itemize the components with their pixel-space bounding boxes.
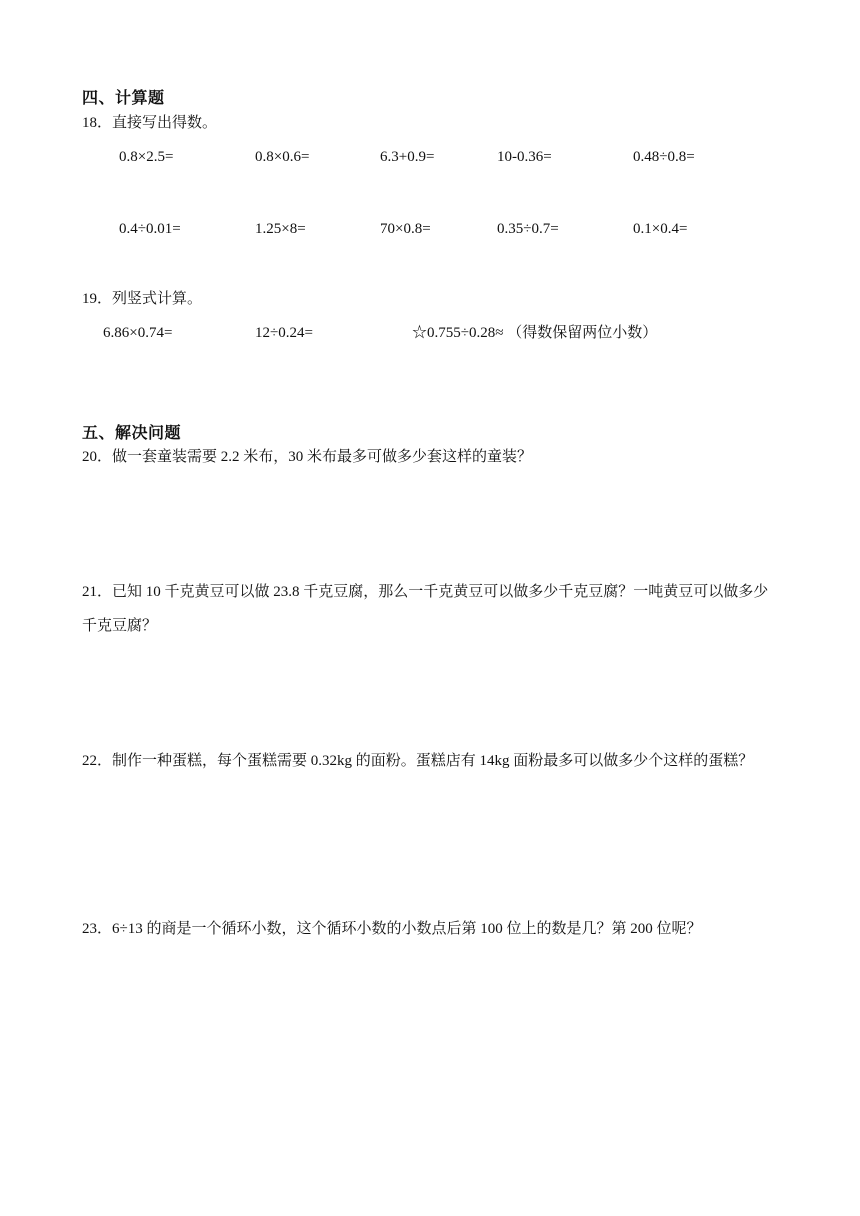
q18-expression: 0.48÷0.8= [633,149,695,165]
question-19: 19．列竖式计算。 [82,291,203,307]
q18-expression: 0.8×2.5= [119,149,174,165]
q18-expression: 0.4÷0.01= [119,221,181,237]
question-22: 22．制作一种蛋糕，每个蛋糕需要 0.32kg 的面粉。蛋糕店有 14kg 面粉最多可以做多少个这样的蛋糕？ [82,753,754,769]
q18-expression: 0.1×0.4= [633,221,688,237]
q18-expression: 1.25×8= [255,221,306,237]
q19-expression: 12÷0.24= [255,325,313,341]
question-23: 23．6÷13 的商是一个循环小数，这个循环小数的小数点后第 100 位上的数是几？第 200 位呢？ [82,921,702,937]
question-21-line-1: 21．已知 10 千克黄豆可以做 23.8 千克豆腐，那么一千克黄豆可以做多少千克豆腐？一吨黄豆可以做多少 [82,584,769,600]
question-20: 20．做一套童装需要 2.2 米布，30 米布最多可做多少套这样的童装？ [82,449,533,465]
q18-expression: 6.3+0.9= [380,149,435,165]
section-title-calculation: 四、计算题 [82,88,165,107]
question-21-line-2: 千克豆腐？ [82,618,158,634]
q19-expression: ☆0.755÷0.28≈ （得数保留两位小数） [412,325,658,341]
q18-expression: 10-0.36= [497,149,552,165]
q18-expression: 0.8×0.6= [255,149,310,165]
q18-expression: 70×0.8= [380,221,431,237]
question-18: 18．直接写出得数。 [82,115,218,131]
section-title-problem-solving: 五、解决问题 [82,423,182,442]
q19-expression: 6.86×0.74= [103,325,173,341]
q18-expression: 0.35÷0.7= [497,221,559,237]
